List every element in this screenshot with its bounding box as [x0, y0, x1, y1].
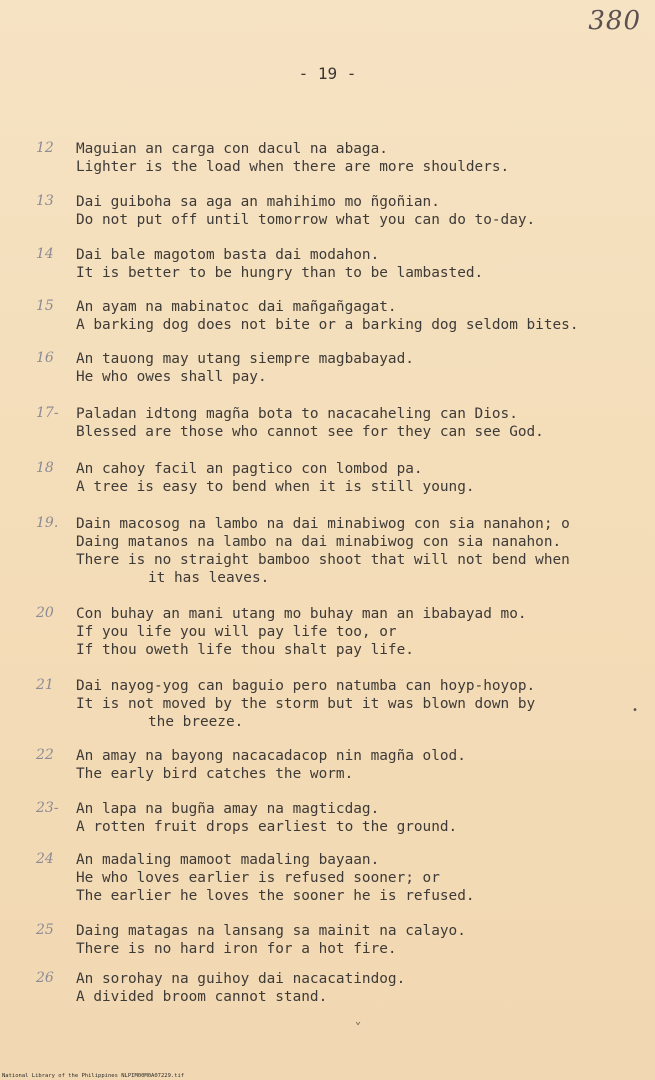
proverb-english-line: Blessed are those who cannot see for they can see God. — [76, 424, 544, 440]
proverb-english-line: Do not put off until tomorrow what you can do to-day. — [76, 212, 536, 228]
page-number: - 19 - — [298, 64, 357, 83]
proverb-english-continuation: it has leaves. — [148, 570, 270, 586]
proverb-bikol-line: Dai nayog-yog can baguio pero natumba can hoyp-hoyop. — [76, 678, 536, 694]
proverb-bikol-line: Dain macosog na lambo na dai minabiwog con sia nanahon; o — [76, 516, 570, 532]
proverb-bikol-line: An ayam na mabinatoc dai mañgañgagat. — [76, 299, 397, 315]
proverb-english-line: There is no hard iron for a hot fire. — [76, 941, 397, 957]
proverb-bikol-line: An sorohay na guihoy dai nacacatindog. — [76, 971, 406, 987]
handwritten-page-number: 380 — [588, 6, 641, 36]
handwritten-entry-number: 12 — [36, 140, 54, 156]
proverb-bikol-line: Dai guiboha sa aga an mahihimo mo ñgoñian. — [76, 194, 440, 210]
proverb-bikol-line: Con buhay an mani utang mo buhay man an ibabayad mo. — [76, 606, 527, 622]
archive-footer: National Library of the Philippines NLPIM00M0A07229.tif — [2, 1073, 185, 1079]
proverb-bikol-line: Daing matagas na lansang sa mainit na calayo. — [76, 923, 466, 939]
proverb-english-line: A rotten fruit drops earliest to the ground. — [76, 819, 458, 835]
proverb-english-line: The earlier he loves the sooner he is refused. — [76, 888, 475, 904]
proverb-english-line: It is better to be hungry than to be lambasted. — [76, 265, 484, 281]
proverb-bikol-line: Paladan idtong magña bota to nacacaheling can Dios. — [76, 406, 518, 422]
handwritten-entry-number: 26 — [36, 970, 54, 986]
handwritten-entry-number: 19. — [36, 515, 59, 531]
stray-mark: • — [632, 705, 639, 716]
proverb-english-line: A barking dog does not bite or a barking dog seldom bites. — [76, 317, 579, 333]
handwritten-entry-number: 23- — [36, 800, 59, 816]
handwritten-entry-number: 13 — [36, 193, 54, 209]
proverb-bikol-line: An tauong may utang siempre magbabayad. — [76, 351, 414, 367]
proverb-bikol-line: Daing matanos na lambo na dai minabiwog con sia nanahon. — [76, 534, 562, 550]
handwritten-entry-number: 18 — [36, 460, 54, 476]
proverb-english-line: A tree is easy to bend when it is still young. — [76, 479, 475, 495]
proverb-english-line: A divided broom cannot stand. — [76, 989, 328, 1005]
handwritten-entry-number: 14 — [36, 246, 54, 262]
proverb-bikol-line: An amay na bayong nacacadacop nin magña olod. — [76, 748, 466, 764]
handwritten-entry-number: 17- — [36, 405, 59, 421]
proverb-english-line: He who loves earlier is refused sooner; or — [76, 870, 440, 886]
proverb-english-line: There is no straight bamboo shoot that will not bend when — [76, 552, 570, 568]
proverb-bikol-line: Maguian an carga con dacul na abaga. — [76, 141, 388, 157]
handwritten-entry-number: 25 — [36, 922, 54, 938]
handwritten-entry-number: 24 — [36, 851, 54, 867]
handwritten-entry-number: 20 — [36, 605, 54, 621]
handwritten-entry-number: 22 — [36, 747, 54, 763]
proverb-english-line: If you life you will pay life too, or — [76, 624, 397, 640]
proverb-bikol-line: An madaling mamoot madaling bayaan. — [76, 852, 380, 868]
proverb-english-line: Lighter is the load when there are more shoulders. — [76, 159, 510, 175]
handwritten-entry-number: 21 — [36, 677, 54, 693]
proverb-bikol-line: An lapa na bugña amay na magticdag. — [76, 801, 380, 817]
proverb-english-line: It is not moved by the storm but it was blown down by — [76, 696, 536, 712]
proverb-english-line: He who owes shall pay. — [76, 369, 267, 385]
proverb-english-line: If thou oweth life thou shalt pay life. — [76, 642, 414, 658]
proverb-bikol-line: An cahoy facil an pagtico con lombod pa. — [76, 461, 423, 477]
stray-mark: ⌄ — [355, 1016, 362, 1027]
handwritten-entry-number: 15 — [36, 298, 54, 314]
proverb-english-continuation: the breeze. — [148, 714, 244, 730]
handwritten-entry-number: 16 — [36, 350, 54, 366]
proverb-bikol-line: Dai bale magotom basta dai modahon. — [76, 247, 380, 263]
proverb-english-line: The early bird catches the worm. — [76, 766, 354, 782]
